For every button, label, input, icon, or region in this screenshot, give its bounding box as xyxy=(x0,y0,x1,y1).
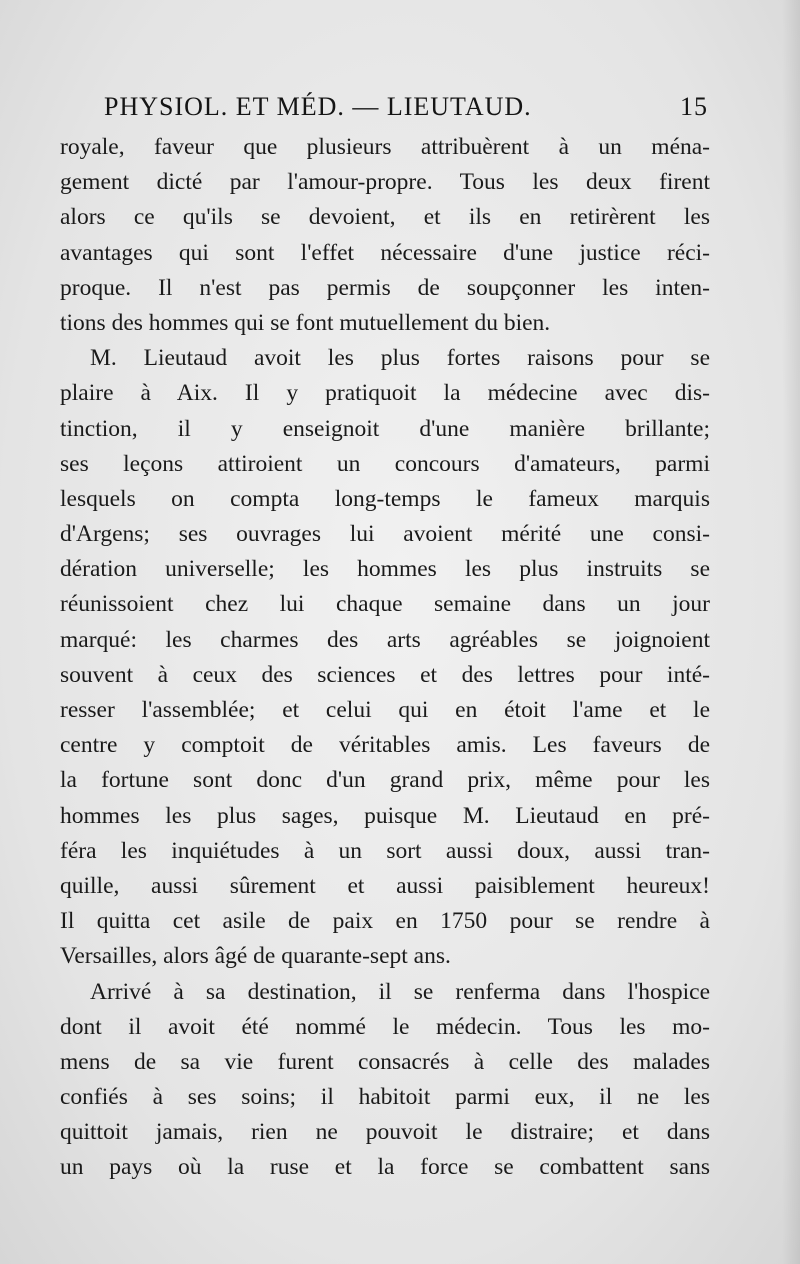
text-line: tions des hommes qui se font mutuellement du bien. xyxy=(60,309,551,336)
text-line: quille, aussi sûrement et aussi paisiblement heureux! xyxy=(60,872,710,899)
paragraph-3 xyxy=(60,975,710,1186)
text-line: avantages qui sont l'effet nécessaire d'une justice réci- xyxy=(60,239,710,266)
text-line: souvent à ceux des sciences et des lettres pour inté- xyxy=(60,661,710,688)
text-line: réunissoient chez lui chaque semaine dans un jour xyxy=(60,591,710,618)
text-line: alors ce qu'ils se devoient, et ils en retirèrent les xyxy=(60,204,710,231)
text-line: confiés à ses soins; il habitoit parmi eux, il ne les xyxy=(60,1084,710,1111)
text-line: d'Argens; ses ouvrages lui avoient mérité une consi- xyxy=(60,521,710,548)
text-line: tinction, il y enseignoit d'une manière brillante; xyxy=(60,415,710,442)
text-line: Versailles, alors âgé de quarante-sept ans. xyxy=(60,943,451,970)
paragraph-1 xyxy=(60,130,710,341)
text-line: plaire à Aix. Il y pratiquoit la médecine avec dis- xyxy=(60,380,710,407)
running-title: PHYSIOL. ET MÉD. — LIEUTAUD. xyxy=(104,92,532,121)
text-line: hommes les plus sages, puisque M. Lieutaud en pré- xyxy=(60,802,710,829)
text-line: mens de sa vie furent consacrés à celle des malades xyxy=(60,1048,710,1075)
text-line: quittoit jamais, rien ne pouvoit le distraire; et dans xyxy=(60,1119,710,1146)
text-line: féra les inquiétudes à un sort aussi doux, aussi tran- xyxy=(60,837,710,864)
text-line: ses leçons attiroient un concours d'amateurs, parmi xyxy=(60,450,710,477)
text-line: la fortune sont donc d'un grand prix, même pour les xyxy=(60,767,710,794)
page-number: 15 xyxy=(680,92,708,121)
text-line: dont il avoit été nommé le médecin. Tous les mo- xyxy=(60,1013,710,1040)
text-line: un pays où la ruse et la force se combattent sans xyxy=(60,1154,710,1181)
text-line: M. Lieutaud avoit les plus fortes raisons pour se xyxy=(90,345,710,372)
text-line: dération universelle; les hommes les plus instruits se xyxy=(60,556,710,583)
scan-shadow-edge xyxy=(782,0,800,1264)
text-line: Arrivé à sa destination, il se renferma dans l'hospice xyxy=(90,978,710,1005)
text-line: Il quitta cet asile de paix en 1750 pour se rendre à xyxy=(60,908,710,935)
text-line: resser l'assemblée; et celui qui en étoit l'ame et le xyxy=(60,697,710,723)
running-header xyxy=(104,92,708,132)
text-line: royale, faveur que plusieurs attribuèrent à un ména- xyxy=(60,134,710,160)
text-line: proque. Il n'est pas permis de soupçonner les inten- xyxy=(60,274,710,301)
text-line: centre y comptoit de véritables amis. Les faveurs de xyxy=(60,732,710,759)
paragraph-2 xyxy=(60,341,710,974)
body-text xyxy=(60,130,710,1186)
text-line: marqué: les charmes des arts agréables se joignoient xyxy=(60,626,710,653)
text-line: lesquels on compta long-temps le fameux marquis xyxy=(60,485,710,512)
text-line: gement dicté par l'amour-propre. Tous les deux firent xyxy=(60,169,710,196)
